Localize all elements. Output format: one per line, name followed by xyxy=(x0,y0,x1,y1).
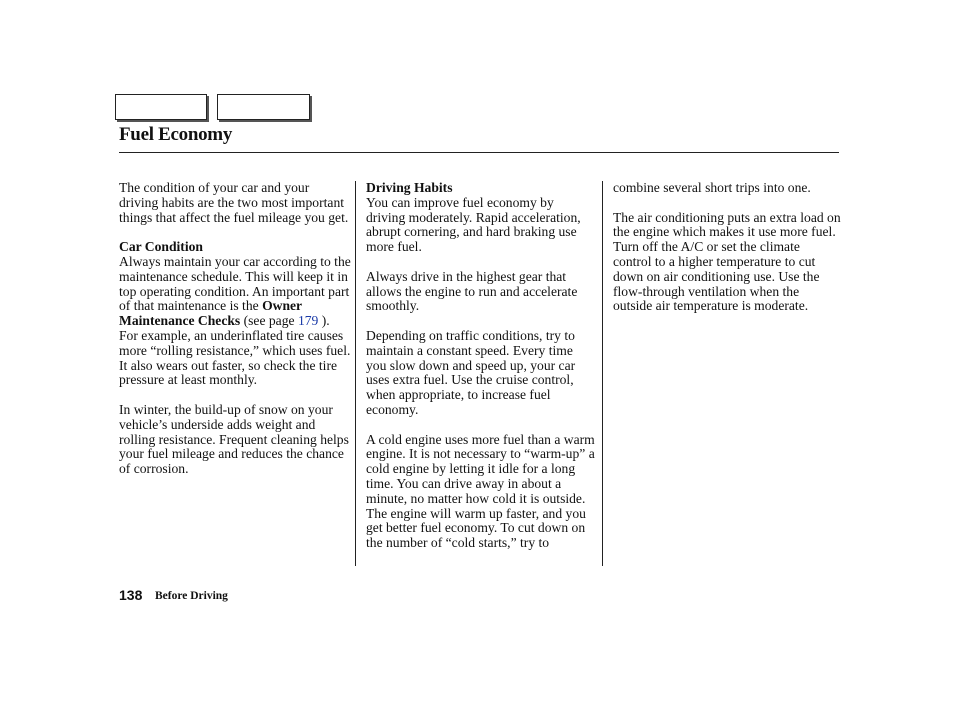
column-2 xyxy=(366,181,596,566)
column-divider xyxy=(602,181,603,566)
see-page-text: (see page xyxy=(240,313,298,329)
intro-paragraph: The condition of your car and your driving habits are the two most important things that affect the fuel mileage you get. xyxy=(119,180,349,225)
continuation-paragraph: combine several short trips into one. xyxy=(613,180,811,195)
section-name: Before Driving xyxy=(155,590,228,602)
nav-tab-next[interactable] xyxy=(217,94,310,120)
page-number: 138 xyxy=(119,587,143,603)
column-divider xyxy=(355,181,356,566)
column-1 xyxy=(119,181,351,492)
title-divider xyxy=(119,152,839,153)
winter-paragraph: In winter, the build-up of snow on your vehicle’s underside adds weight and rolling resistance. Frequent cleaning helps your fuel mileage and reduces the chance of corrosion. xyxy=(119,401,349,477)
page-179-link[interactable]: 179 xyxy=(297,313,319,329)
ac-paragraph: The air conditioning puts an extra load on the engine which makes it use more fuel. Turn off the A/C or set the climate control to a higher temperature to cut down on air conditioning use. Use the flow-through ventilation when the outside air temperature is moderate. xyxy=(613,209,841,314)
traffic-paragraph: Depending on traffic conditions, try to maintain a constant speed. Every time you slow down and speed up, your car uses extra fuel. Use the cruise control, when appropriate, to increase fuel economy. xyxy=(366,327,576,417)
car-condition-paragraph xyxy=(119,240,351,388)
owner-maintenance-checks-ref: Owner Maintenance Checks xyxy=(119,298,302,329)
nav-tab-previous[interactable] xyxy=(115,94,207,120)
cold-engine-paragraph: A cold engine uses more fuel than a warm engine. It is not necessary to “warm-up” a cold engine by letting it idle for a long time. You can drive away in about a minute, no matter how cold it is outside. The engine will warm up faster, and you get better fuel economy. To cut down on the number of “cold starts,” try to xyxy=(366,431,595,551)
driving-habits-paragraph xyxy=(366,181,596,255)
car-condition-text-b: ). For example, an underinflated tire causes more “rolling resistance,” which uses fuel. It also wears out faster, so check the tire pressure at least monthly. xyxy=(119,313,351,388)
driving-habits-text: You can improve fuel economy by driving moderately. Rapid acceleration, abrupt cornering, and hard braking use more fuel. xyxy=(366,194,581,255)
column-3 xyxy=(613,181,841,329)
car-condition-heading: Car Condition xyxy=(119,239,203,255)
driving-habits-heading: Driving Habits xyxy=(366,180,453,195)
page-title: Fuel Economy xyxy=(119,124,233,145)
gear-paragraph: Always drive in the highest gear that allows the engine to run and accelerate smoothly. xyxy=(366,268,578,314)
car-condition-text-a: Always maintain your car according to the maintenance schedule. This will keep it in top operating condition. An important part of that maintenance is the xyxy=(119,253,351,314)
